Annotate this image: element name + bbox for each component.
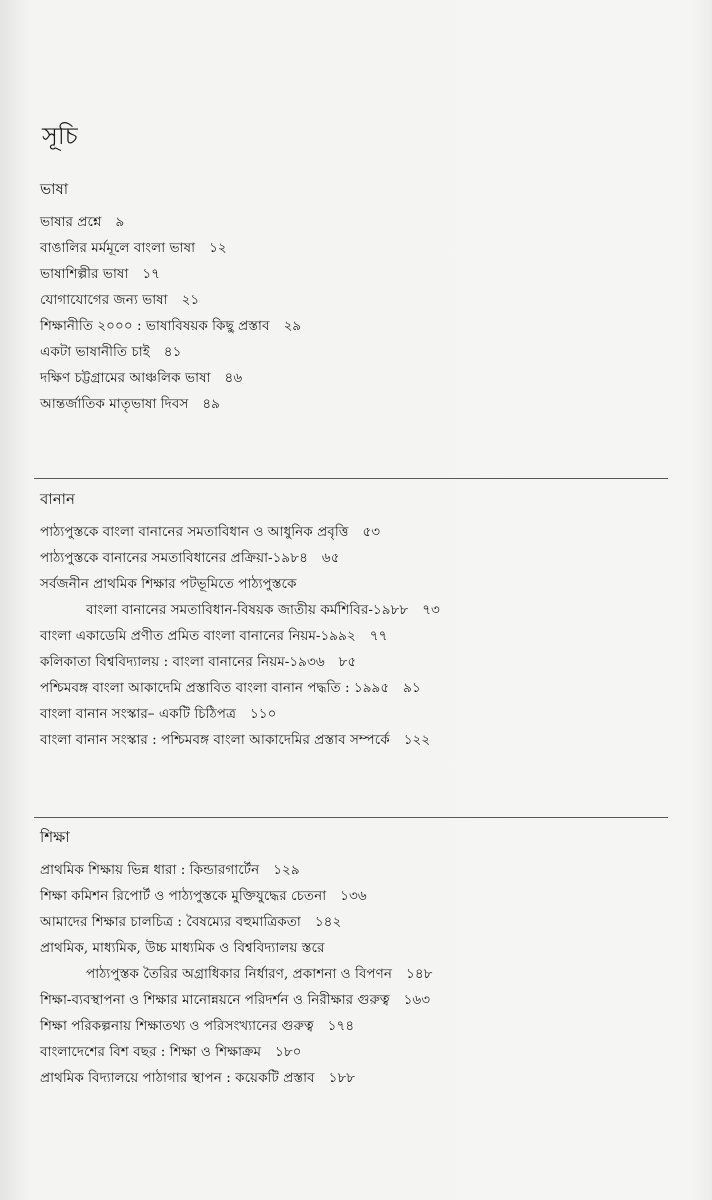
toc-entry bbox=[40, 935, 668, 961]
toc-entry bbox=[40, 649, 668, 675]
toc-entry-title: দক্ষিণ চট্টগ্রামের আঞ্চলিক ভাষা bbox=[40, 370, 211, 386]
toc-entry-title: বাংলা বানান সংস্কার : পশ্চিমবঙ্গ বাংলা আকাদেমির প্রস্তাব সম্পর্কে bbox=[40, 732, 390, 748]
toc-entry-page-number: ২৯ bbox=[283, 318, 302, 334]
toc-entry-page-number: ৯১ bbox=[403, 680, 421, 696]
toc-entry-page-number: ৮৫ bbox=[338, 654, 357, 670]
section-heading: ভাষা bbox=[40, 180, 69, 198]
toc-entry bbox=[40, 623, 668, 649]
toc-entry-page-number: ১৮০ bbox=[275, 1044, 302, 1060]
toc-entry bbox=[40, 909, 668, 935]
toc-entry-title: প্রাথমিক, মাধ্যমিক, উচ্চ মাধ্যমিক ও বিশ্ববিদ্যালয় স্তরে bbox=[40, 940, 325, 956]
toc-entry-title: কলিকাতা বিশ্ববিদ্যালয় : বাংলা বানানের নিয়ম-১৯৩৬ bbox=[40, 654, 325, 670]
toc-entry-page-number: ৯ bbox=[115, 214, 125, 230]
toc-entry-page-number: ৭৭ bbox=[369, 628, 388, 644]
toc-entry-title: প্রাথমিক বিদ্যালয়ে পাঠাগার স্থাপন : কয়েকটি প্রস্তাব bbox=[40, 1070, 315, 1086]
toc-entry bbox=[40, 987, 668, 1013]
toc-entry bbox=[40, 365, 668, 391]
toc-entry bbox=[40, 961, 668, 987]
entry-list bbox=[40, 857, 668, 1091]
toc-entry bbox=[40, 339, 668, 365]
toc-entry-page-number: ৬৫ bbox=[321, 550, 340, 566]
toc-entry-title: বাংলাদেশের বিশ বছর : শিক্ষা ও শিক্ষাক্রম bbox=[40, 1044, 261, 1060]
toc-entry-title: একটা ভাষানীতি চাই bbox=[40, 344, 150, 360]
toc-entry bbox=[40, 545, 668, 571]
toc-entry-page-number: ৪১ bbox=[163, 344, 182, 360]
toc-entry bbox=[40, 287, 668, 313]
toc-entry bbox=[40, 1039, 668, 1065]
toc-entry-page-number: ২১ bbox=[181, 292, 200, 308]
toc-entry bbox=[40, 1065, 668, 1091]
toc-entry-page-number: ১২ bbox=[209, 240, 227, 256]
toc-entry-title: শিক্ষা-ব্যবস্থাপনা ও শিক্ষার মানোন্নয়নে পরিদর্শন ও নিরীক্ষার গুরুত্ব bbox=[40, 992, 390, 1008]
toc-entry-page-number: ১২৯ bbox=[273, 862, 300, 878]
entry-list bbox=[40, 519, 668, 753]
toc-entry-title: ভাষাশিল্পীর ভাষা bbox=[40, 266, 129, 282]
toc-entry bbox=[40, 261, 668, 287]
toc-entry-title: পাঠ্যপুস্তক তৈরির অগ্রাধিকার নির্ধারণ, প্রকাশনা ও বিপণন bbox=[86, 966, 392, 982]
toc-entry-title: পশ্চিমবঙ্গ বাংলা আকাদেমি প্রস্তাবিত বাংলা বানান পদ্ধতি : ১৯৯৫ bbox=[40, 680, 390, 696]
section-shiksha bbox=[40, 826, 668, 1091]
toc-entry-page-number: ১৩৬ bbox=[340, 888, 367, 904]
section-heading: শিক্ষা bbox=[40, 828, 70, 846]
toc-entry-title: বাংলা বানান সংস্কার– একটি চিঠিপত্র bbox=[40, 706, 236, 722]
toc-entry-title: শিক্ষা পরিকল্পনায় শিক্ষাতথ্য ও পরিসংখ্যানের গুরুত্ব bbox=[40, 1018, 314, 1034]
toc-entry-page-number: ১৪৮ bbox=[406, 966, 433, 982]
toc-entry-title: বাংলা একাডেমি প্রণীত প্রমিত বাংলা বানানের নিয়ম-১৯৯২ bbox=[40, 628, 356, 644]
toc-entry-page-number: ১৭ bbox=[142, 266, 161, 282]
toc-entry bbox=[40, 313, 668, 339]
toc-entry-page-number: ৪৬ bbox=[224, 370, 243, 386]
toc-entry-page-number: ১৬৩ bbox=[403, 992, 431, 1008]
toc-entry-title: প্রাথমিক শিক্ষায় ভিন্ন ধারা : কিন্ডারগার্টেন bbox=[40, 862, 260, 878]
toc-title: সূচি bbox=[42, 122, 78, 150]
toc-entry-title: পাঠ্যপুস্তকে বাংলা বানানের সমতাবিধান ও আধুনিক প্রবৃত্তি bbox=[40, 524, 349, 540]
toc-entry-page-number: ৫৩ bbox=[362, 524, 381, 540]
toc-entry-page-number: ৪৯ bbox=[202, 396, 221, 412]
toc-entry-page-number: ১৭৪ bbox=[327, 1018, 355, 1034]
toc-entry bbox=[40, 1013, 668, 1039]
toc-entry bbox=[40, 857, 668, 883]
toc-entry-title: সর্বজনীন প্রাথমিক শিক্ষার পটভূমিতে পাঠ্যপুস্তকে bbox=[40, 576, 297, 592]
toc-entry-page-number: ১১০ bbox=[249, 706, 277, 722]
toc-entry bbox=[40, 235, 668, 261]
toc-entry bbox=[40, 391, 668, 417]
toc-entry-title: ভাষার প্রশ্নে bbox=[40, 214, 102, 230]
section-banan bbox=[40, 488, 668, 753]
toc-entry-title: শিক্ষা কমিশন রিপোর্ট ও পাঠ্যপুস্তকে মুক্তিযুদ্ধের চেতনা bbox=[40, 888, 327, 904]
toc-entry-title: শিক্ষানীতি ২০০০ : ভাষাবিষয়ক কিছু প্রস্তাব bbox=[40, 318, 270, 334]
toc-entry-title: বাঙালির মর্মমূলে বাংলা ভাষা bbox=[40, 240, 196, 256]
toc-entry bbox=[40, 209, 668, 235]
toc-entry bbox=[40, 727, 668, 753]
toc-entry bbox=[40, 597, 668, 623]
toc-entry bbox=[40, 883, 668, 909]
entry-list bbox=[40, 209, 668, 417]
toc-entry bbox=[40, 571, 668, 597]
section-bhasha bbox=[40, 178, 668, 417]
toc-entry-page-number: ৭৩ bbox=[422, 602, 440, 618]
toc-entry-page-number: ১২২ bbox=[403, 732, 431, 748]
toc-entry bbox=[40, 519, 668, 545]
section-divider bbox=[34, 817, 668, 818]
toc-entry-title: পাঠ্যপুস্তকে বানানের সমতাবিধানের প্রক্রিয়া-১৯৮৪ bbox=[40, 550, 308, 566]
section-divider bbox=[34, 478, 668, 479]
toc-entry-title: যোগাযোগের জন্য ভাষা bbox=[40, 292, 168, 308]
toc-entry-title: বাংলা বানানের সমতাবিধান-বিষয়ক জাতীয় কর্মশিবির-১৯৮৮ bbox=[86, 602, 409, 618]
section-heading: বানান bbox=[40, 490, 75, 508]
toc-entry-page-number: ১৮৮ bbox=[328, 1070, 356, 1086]
toc-entry bbox=[40, 675, 668, 701]
toc-entry-title: আন্তর্জাতিক মাতৃভাষা দিবস bbox=[40, 396, 189, 412]
toc-entry-page-number: ১৪২ bbox=[314, 914, 342, 930]
toc-entry bbox=[40, 701, 668, 727]
toc-entry-title: আমাদের শিক্ষার চালচিত্র : বৈষম্যের বহুমাত্রিকতা bbox=[40, 914, 301, 930]
